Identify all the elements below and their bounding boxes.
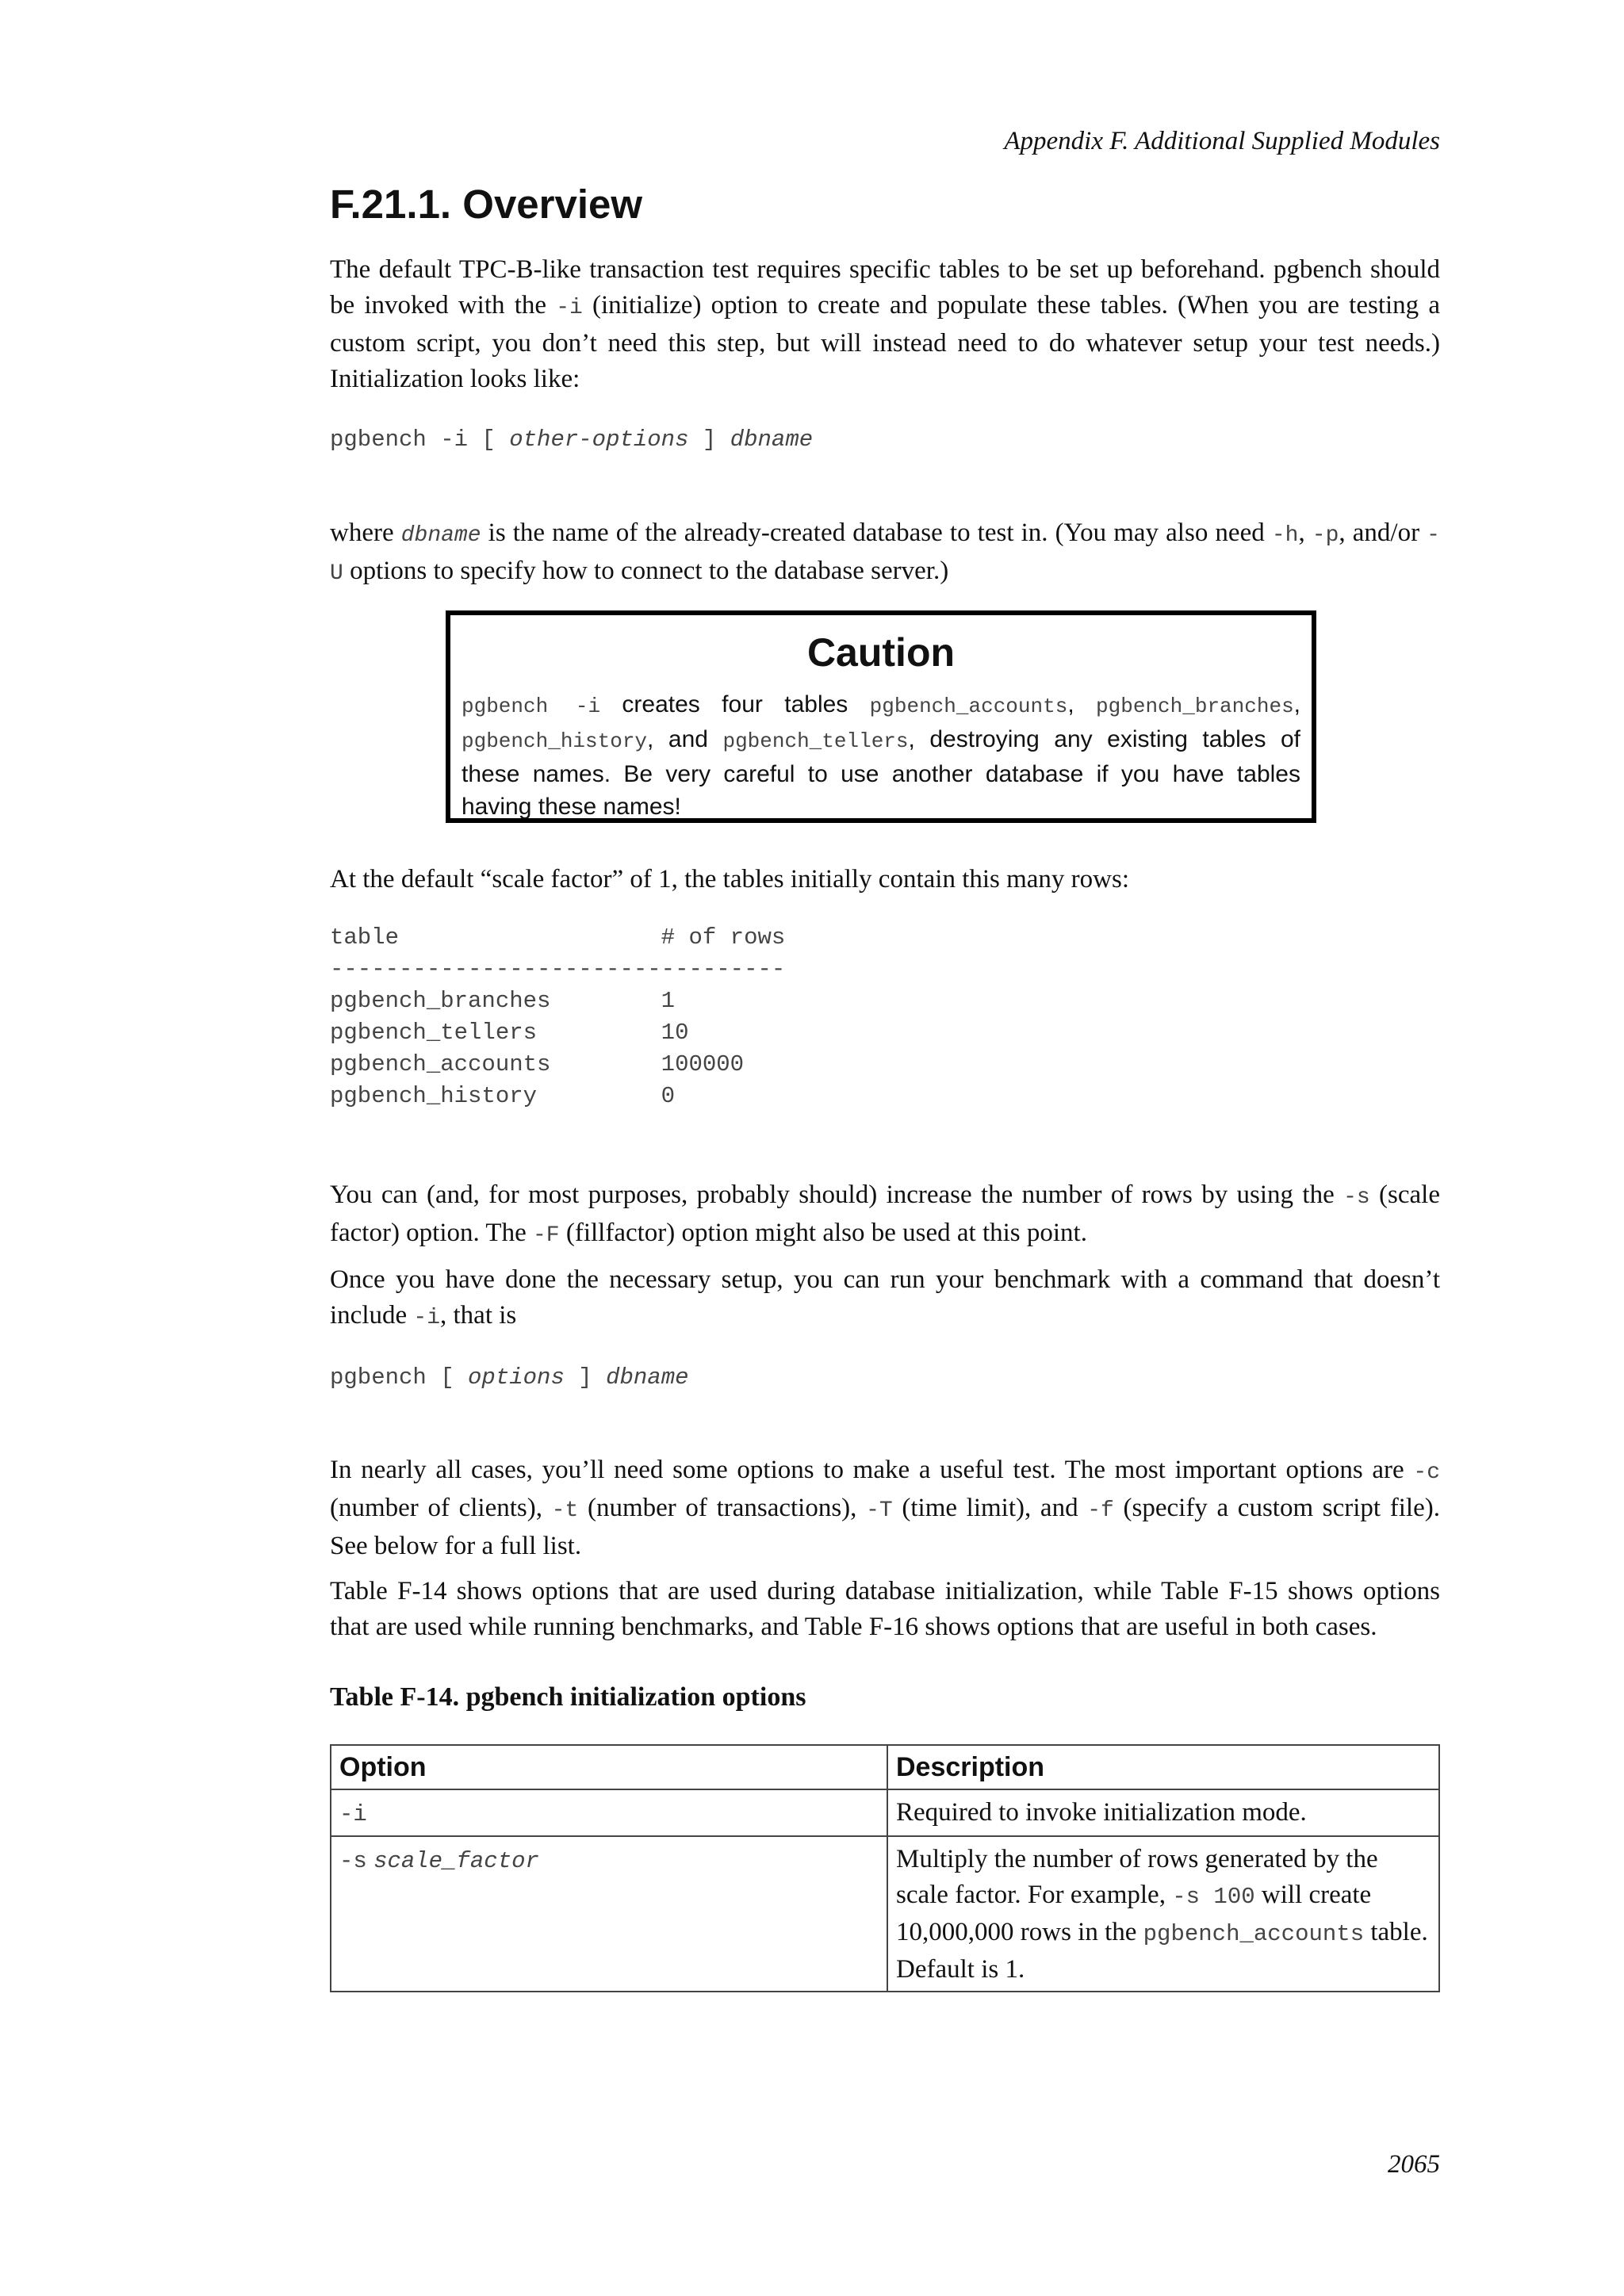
caution-title: Caution <box>806 630 956 675</box>
scale-factor-paragraph: At the default “scale factor” of 1, the tables initially contain this many rows: <box>330 865 1130 894</box>
option-code: -i <box>556 296 583 320</box>
page-number: 2065 <box>1388 2150 1440 2179</box>
option-code: -c <box>1413 1460 1440 1485</box>
listing-row: pgbench_history 0 <box>330 1083 676 1109</box>
option-code: -T <box>866 1498 893 1523</box>
option-code: -s 100 <box>1172 1884 1255 1910</box>
table-name-code: pgbench_history <box>462 729 648 753</box>
option-code: -F <box>532 1223 560 1248</box>
description-cell: Multiply the number of rows generated by the scale factor. For example, -s 100 will create 10,000,000 rows in the pgbench_accounts table. Default is 1. <box>887 1836 1439 1992</box>
dbname-code: dbname <box>400 523 481 548</box>
option-code: -i <box>413 1306 440 1330</box>
option-code: -t <box>551 1498 579 1523</box>
run-command-example: pgbench [ options ] dbname <box>330 1364 689 1391</box>
description-cell: Required to invoke initialization mode. <box>887 1789 1439 1836</box>
table-caption: Table F-14. pgbench initialization options <box>330 1682 806 1712</box>
table-header-row <box>331 1745 1439 1789</box>
tables-reference-paragraph: Table F-14 shows options that are used during database initialization, while Table F-15 shows options that are used while running benchmarks, and Table F-16 shows options that are useful in both cases. <box>330 1577 1440 1641</box>
option-cell: -s scale_factor <box>331 1836 887 1992</box>
option-code: -s <box>1343 1185 1370 1210</box>
section-title: F.21.1. Overview <box>330 182 643 227</box>
table-name-code: pgbench_accounts <box>1143 1921 1365 1947</box>
table-name-code: pgbench_tellers <box>722 729 909 753</box>
caution-box <box>446 610 1316 823</box>
caution-text: pgbench -i creates four tables pgbench_accounts, pgbench_branches, pgbench_history, and pgbench_tellers, destroying any existing tables of these names. Be very careful to use another database if you have tables having these names! <box>462 691 1301 820</box>
table-name-code: pgbench_accounts <box>869 695 1068 718</box>
table-row <box>331 1836 1439 1992</box>
listing-header: table # of rows <box>330 924 786 951</box>
option-code: -U <box>330 523 1440 586</box>
run-benchmark-paragraph: Once you have done the necessary setup, you can run your benchmark with a command that doesn’t include -i, that is <box>330 1265 1440 1330</box>
option-code: -p <box>1312 523 1339 548</box>
listing-row: pgbench_accounts 100000 <box>330 1051 745 1077</box>
row-count-listing <box>330 922 785 1112</box>
running-header: Appendix F. Additional Supplied Modules <box>1004 127 1440 155</box>
important-options-paragraph: In nearly all cases, you’ll need some options to make a useful test. The most important options are -c (number of clients), -t (number of transactions), -T (time limit), and -f (specify a custom script file). See below for a full list. <box>330 1456 1440 1560</box>
listing-row: pgbench_tellers 10 <box>330 1020 689 1046</box>
column-header-description: Description <box>887 1745 1439 1789</box>
option-code: -f <box>1087 1498 1114 1523</box>
table-row <box>331 1789 1439 1836</box>
option-cell: -i <box>331 1789 887 1836</box>
column-header-option: Option <box>331 1745 887 1789</box>
listing-row: pgbench_branches 1 <box>330 988 676 1014</box>
table-name-code: pgbench_branches <box>1096 695 1294 718</box>
initialization-options-table <box>330 1744 1440 1992</box>
listing-rule: --------------------------------- <box>330 956 786 982</box>
where-paragraph: where dbname is the name of the already-created database to test in. (You may also need -h, -p, and/or -U options to specify how to connect to the database server.) <box>330 519 1440 586</box>
intro-paragraph: The default TPC-B-like transaction test requires specific tables to be set up beforehand. pgbench should be invoked with the -i (initialize) option to create and populate these tables. (When you are testing a custom script, you don’t need this step, but will instead need to do whatever setup your test needs.) Initialization looks like: <box>330 255 1440 393</box>
option-code: -h <box>1271 523 1299 548</box>
init-command-example: pgbench -i [ other-options ] dbname <box>330 427 814 453</box>
command-code: pgbench -i <box>462 695 601 718</box>
increase-rows-paragraph: You can (and, for most purposes, probably should) increase the number of rows by using the -s (scale factor) option. The -F (fillfactor) option might also be used at this point. <box>330 1181 1440 1248</box>
